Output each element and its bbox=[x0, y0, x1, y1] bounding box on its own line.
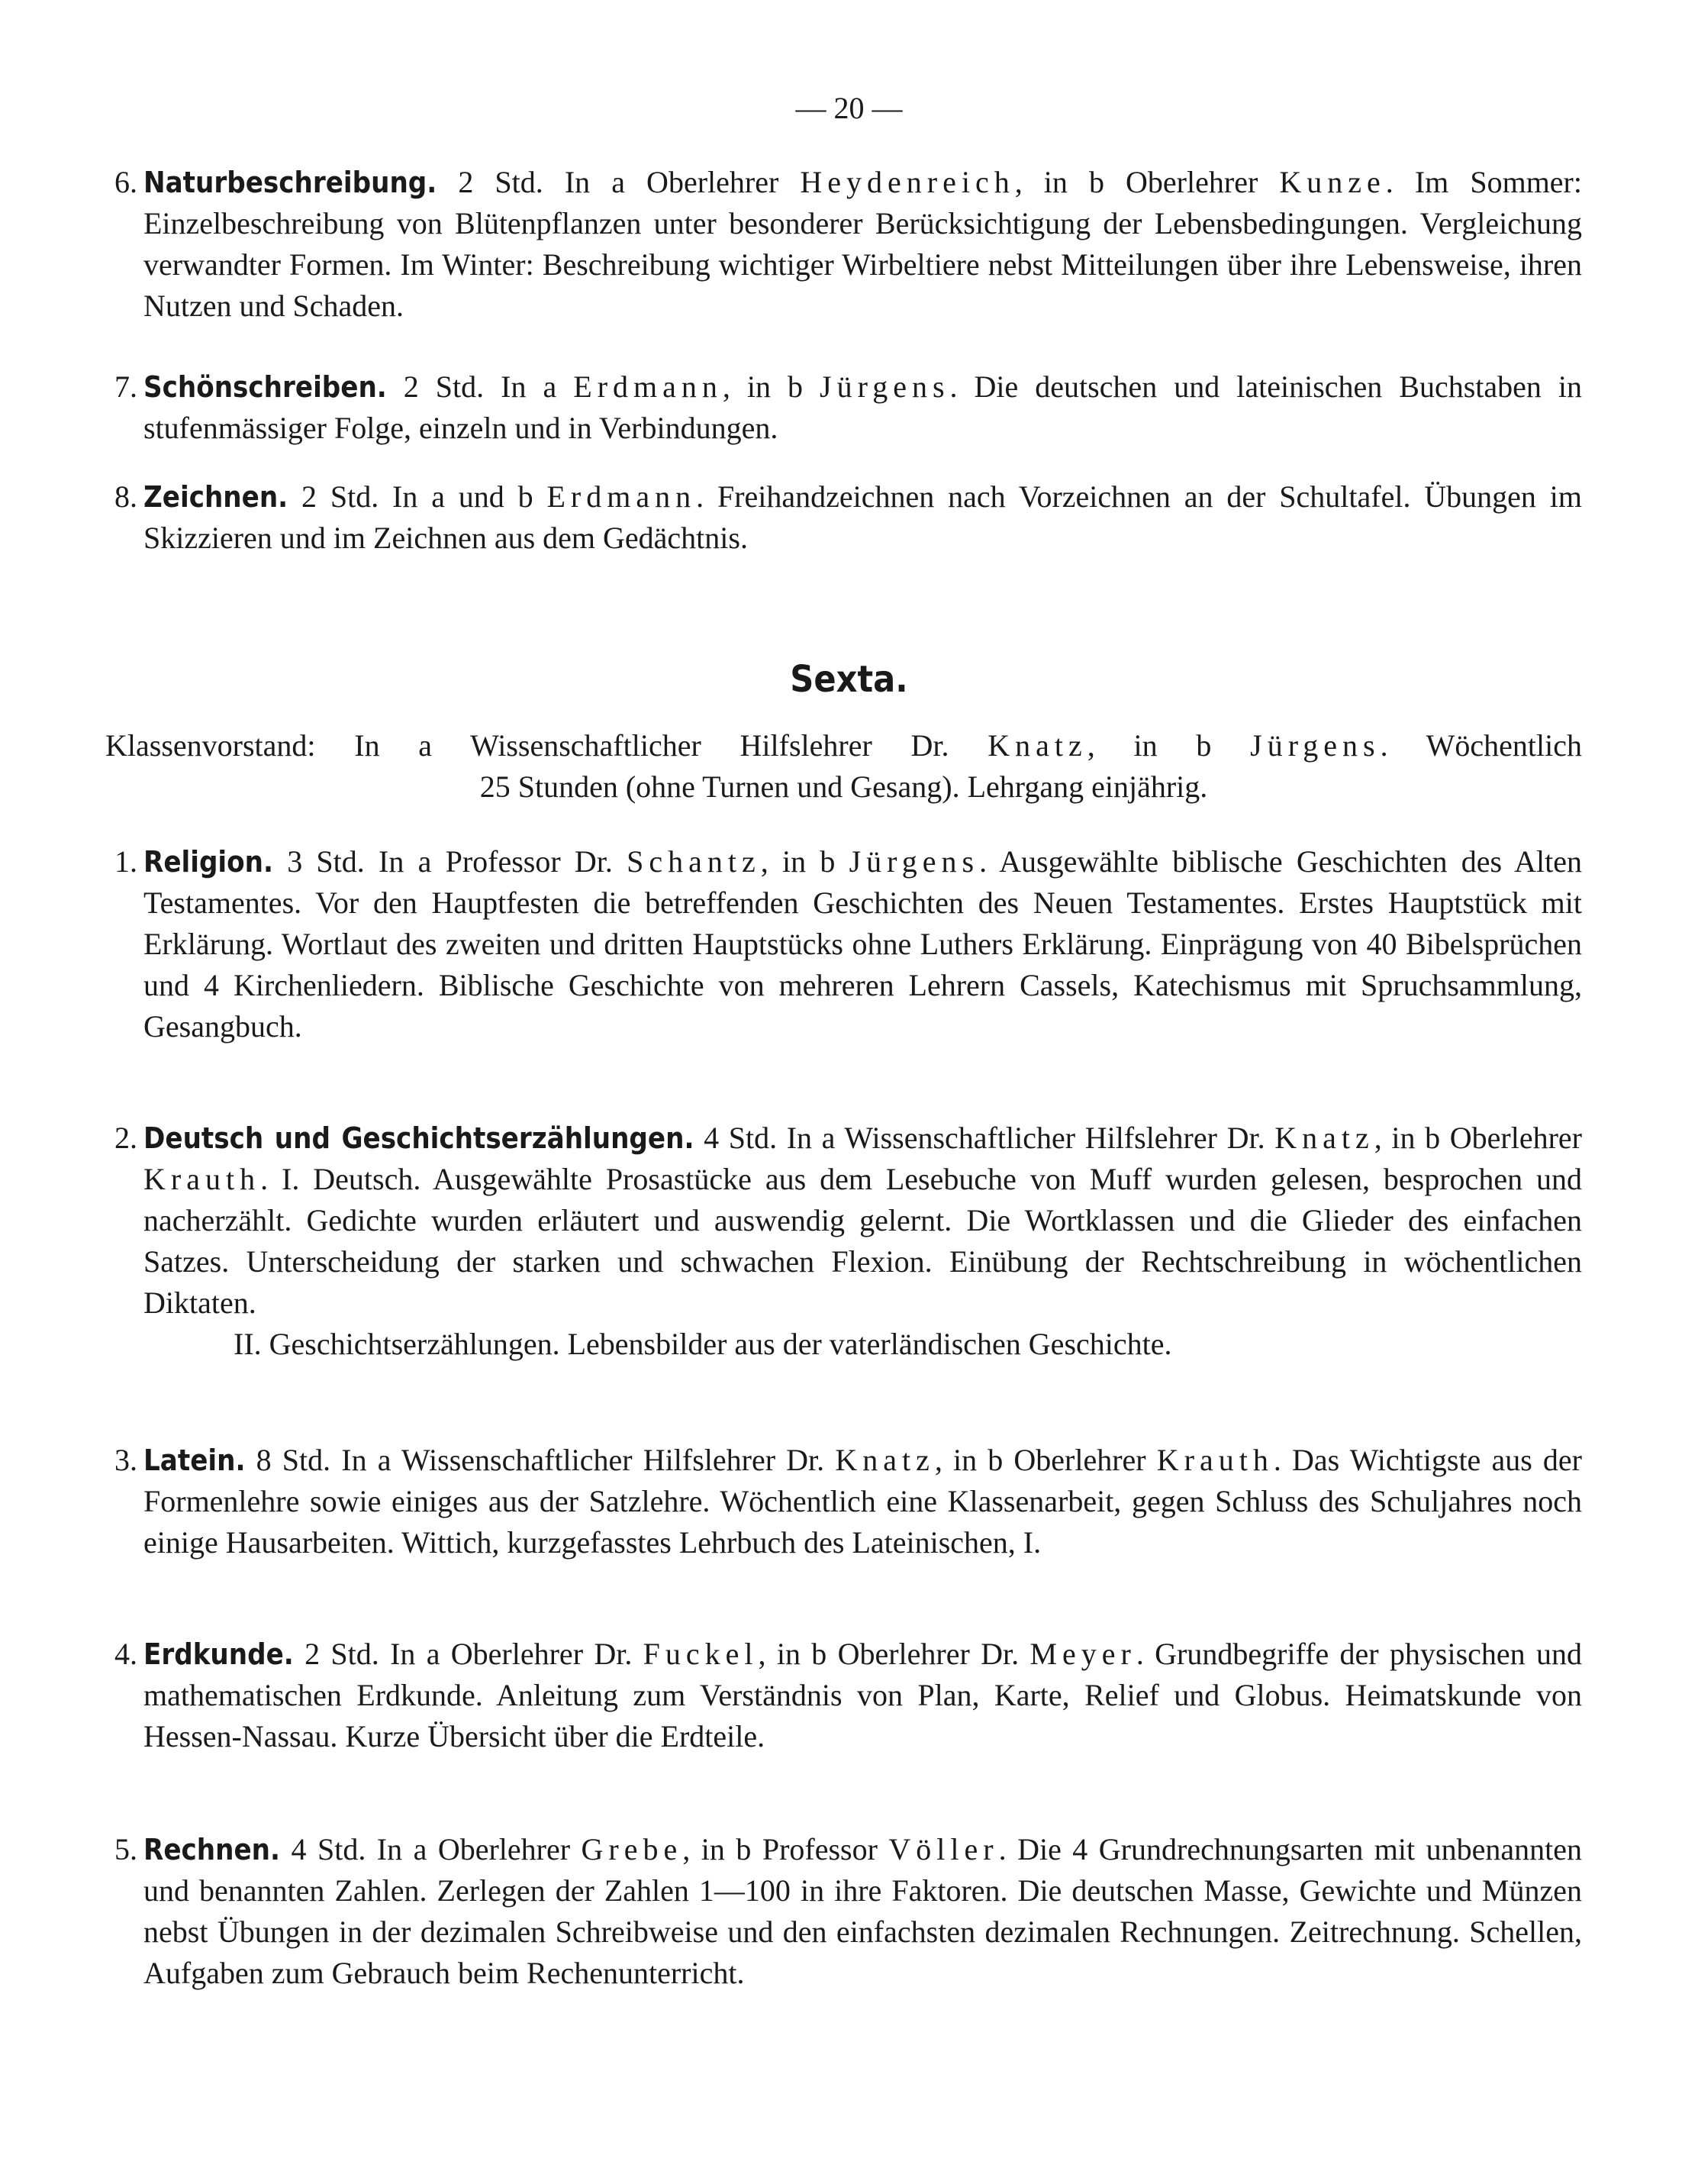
class-heading: Sexta. bbox=[790, 658, 908, 701]
teacher-name: Krauth bbox=[143, 1162, 261, 1196]
teacher-name: Jürgens bbox=[1250, 728, 1381, 763]
subparagraph: II. Geschichtserzählungen. Lebensbilder aus der vaterländischen Geschichte. bbox=[234, 1327, 1172, 1361]
teacher-name: Jürgens bbox=[849, 844, 980, 879]
teacher-name: Krauth bbox=[1156, 1443, 1274, 1477]
teacher-name: Grebe bbox=[581, 1832, 683, 1866]
teacher-name: Schantz bbox=[627, 844, 761, 879]
subject-deutsch: 2. Deutsch und Geschichtserzählungen. 4 Std. In a Wissenschaftlicher Hilfslehrer Dr. Knatz, in b Oberlehrer Krauth. I. Deutsch. Ausgewählte Prosastücke aus dem Lesebuche von Muff wurden gelesen, besprochen und nacherzählt. Gedichte wurden erläutert und auswendig gelernt. Die Wortklassen und die Glieder des einfachen Satzes. Unterscheidung der starken und schwachen Flexion. Einübung der Rechtschreibung in wöchentlichen Diktaten. II. Geschichtserzählungen. Lebensbilder aus der vaterländischen Geschichte. bbox=[143, 1118, 1582, 1365]
item-number: 6. bbox=[114, 165, 137, 199]
teacher-name: Erdmann bbox=[546, 479, 697, 514]
subject-religion: 1. Religion. 3 Std. In a Professor Dr. Schantz, in b Jürgens. Ausgewählte biblische Geschichten des Alten Testamentes. Vor den Hauptfesten die betreffenden Geschichten des Neuen Testamentes. Erstes Hauptstück mit Erklärung. Wortlaut des zweiten und dritten Hauptstücks ohne Luthers Erklärung. Einprägung von 40 Bibelsprüchen und 4 Kirchenliedern. Biblische Geschichte von mehreren Lehrern Cassels, Katechismus mit Spruchsammlung, Gesangbuch. bbox=[143, 841, 1582, 1047]
item-number: 3. bbox=[114, 1443, 137, 1477]
page-number: — 20 — bbox=[795, 91, 903, 125]
teacher-name: Fuckel bbox=[643, 1637, 759, 1671]
subject-title: Schönschreiben. bbox=[143, 370, 387, 404]
subject-erdkunde: 4. Erdkunde. 2 Std. In a Oberlehrer Dr. Fuckel, in b Oberlehrer Dr. Meyer. Grundbegriffe der physischen und mathematischen Erdkunde. Anleitung zum Verständnis von Plan, Karte, Relief und Globus. Heimatskunde von Hessen-Nassau. Kurze Übersicht über die Erdteile. bbox=[143, 1634, 1582, 1757]
teacher-name: Jürgens bbox=[820, 369, 950, 404]
teacher-name: Knatz bbox=[835, 1443, 935, 1477]
teacher-name: Heydenreich bbox=[800, 165, 1015, 199]
item-number: 2. bbox=[114, 1121, 137, 1155]
subject-title: Rechnen. bbox=[143, 1833, 280, 1866]
subject-title: Erdkunde. bbox=[143, 1637, 294, 1671]
subject-latein: 3. Latein. 8 Std. In a Wissenschaftlicher Hilfslehrer Dr. Knatz, in b Oberlehrer Krauth. Das Wichtigste aus der Formenlehre sowie einiges aus der Satzlehre. Wöchentlich eine Klassenarbeit, gegen Schluss des Schuljahres noch einige Hausarbeiten. Wittich, kurzgefasstes Lehrbuch des Lateinischen, I. bbox=[143, 1440, 1582, 1563]
item-number: 4. bbox=[114, 1637, 137, 1671]
teacher-name: Knatz bbox=[1274, 1121, 1374, 1155]
teacher-name: Völler bbox=[888, 1832, 999, 1866]
subject-title: Naturbeschreibung. bbox=[143, 166, 437, 199]
item-number: 1. bbox=[114, 844, 137, 879]
subject-naturbeschreibung: 6. Naturbeschreibung. 2 Std. In a Oberlehrer Heydenreich, in b Oberlehrer Kunze. Im Sommer: Einzelbeschreibung von Blütenpflanzen unter besonderer Berücksichtigung der Lebensbedingungen. Vergleichung verwandter Formen. Im Winter: Beschreibung wichtiger Wirbeltiere nebst Mitteilungen über ihre Lebensweise, ihren Nutzen und Schaden. bbox=[143, 162, 1582, 327]
subject-zeichnen: 8. Zeichnen. 2 Std. In a und b Erdmann. Freihandzeichnen nach Vorzeichnen an der Schultafel. Übungen im Skizzieren und im Zeichnen aus dem Gedächtnis. bbox=[143, 476, 1582, 559]
subject-title: Deutsch und Geschichtserzählungen. bbox=[143, 1121, 694, 1155]
item-number: 7. bbox=[114, 369, 137, 404]
item-number: 5. bbox=[114, 1832, 137, 1866]
subject-schoenschreiben: 7. Schönschreiben. 2 Std. In a Erdmann, in b Jürgens. Die deutschen und lateinischen Buchstaben in stufenmässiger Folge, einzeln und in Verbindungen. bbox=[143, 366, 1582, 449]
subject-title: Zeichnen. bbox=[143, 480, 288, 514]
teacher-name: Kunze bbox=[1279, 165, 1386, 199]
teacher-name: Knatz bbox=[988, 728, 1087, 763]
item-number: 8. bbox=[114, 479, 137, 514]
intro-line-1: Klassenvorstand: In a Wissenschaftlicher Hilfslehrer Dr. Knatz, in b Jürgens. Wöchentlich bbox=[105, 728, 1582, 763]
subject-rechnen: 5. Rechnen. 4 Std. In a Oberlehrer Grebe, in b Professor Völler. Die 4 Grundrechnungsarten mit unbenannten und benannten Zahlen. Zerlegen der Zahlen 1—100 in ihre Faktoren. Die deutschen Masse, Gewichte und Münzen nebst Übungen in der dezimalen Schreibweise und den einfachsten dezimalen Rechnungen. Zeitrechnung. Schellen, Aufgaben zum Gebrauch beim Rechenunterricht. bbox=[143, 1829, 1582, 1994]
teacher-name: Meyer bbox=[1029, 1637, 1136, 1671]
subject-title: Religion. bbox=[143, 845, 273, 879]
teacher-name: Erdmann bbox=[573, 369, 723, 404]
class-intro bbox=[105, 725, 1582, 808]
subject-title: Latein. bbox=[143, 1444, 246, 1477]
intro-line-2: 25 Stunden (ohne Turnen und Gesang). Lehrgang einjährig. bbox=[479, 769, 1208, 804]
